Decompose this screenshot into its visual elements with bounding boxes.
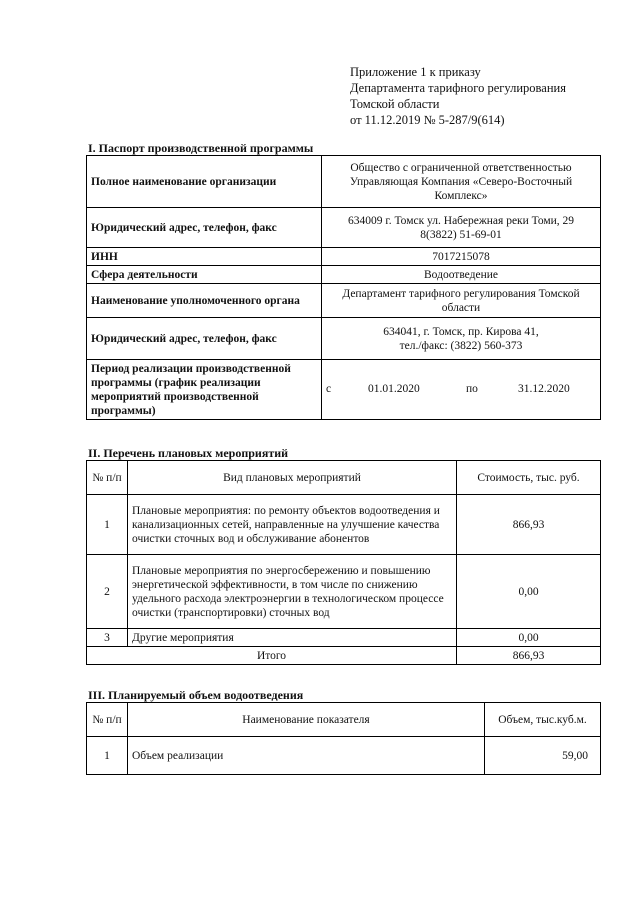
row-value: Водоотведение: [322, 266, 601, 284]
value-line: тел./факс: (3822) 560-373: [399, 339, 523, 352]
row-label: Полное наименование организации: [87, 156, 322, 208]
row-value: Общество с ограниченной ответственностью Управляющая Компания «Северо-Восточный Комплекс»: [322, 156, 601, 208]
row-label: Период реализации производственной программы (график реализации мероприятий производственной программы): [87, 360, 322, 420]
row-label: Сфера деятельности: [87, 266, 322, 284]
appendix-header: [350, 64, 630, 128]
period-cell: [322, 360, 601, 420]
table-row: [87, 360, 601, 420]
header-volume: Объем, тыс.куб.м.: [485, 703, 601, 737]
value-line: 634041, г. Томск, пр. Кирова 41,: [383, 325, 539, 338]
value-line: 8(3822) 51-69-01: [420, 228, 502, 241]
row-label: Юридический адрес, телефон, факс: [87, 318, 322, 360]
row-kind: Плановые мероприятия: по ремонту объектов водоотведения и канализационных сетей, направленные на улучшение качества очистки сточных вод и обслуживание абонентов: [128, 495, 457, 555]
row-num: 1: [87, 737, 128, 775]
row-cost: 0,00: [457, 555, 601, 629]
header-num: № п/п: [87, 703, 128, 737]
table-row: [87, 495, 601, 555]
appendix-line: от 11.12.2019 № 5-287/9(614): [350, 113, 505, 127]
volume-table: [86, 702, 601, 775]
appendix-line: Департамента тарифного регулирования: [350, 81, 566, 95]
row-num: 2: [87, 555, 128, 629]
period-from-word: с: [326, 382, 332, 395]
row-num: 3: [87, 629, 128, 647]
row-kind: Плановые мероприятия по энергосбережению и повышению энергетической эффективности, в том числе по снижению удельного расхода электроэнергии в технологическом процессе очистки (транспортировки) сточных вод: [128, 555, 457, 629]
section3-title: III. Планируемый объем водоотведения: [88, 688, 304, 702]
table-row: [87, 318, 601, 360]
row-num: 1: [87, 495, 128, 555]
table-total-row: [87, 647, 601, 665]
measures-table: [86, 460, 601, 665]
row-kind: Другие мероприятия: [128, 629, 457, 647]
table-row: [87, 555, 601, 629]
value-line: 634009 г. Томск ул. Набережная реки Томи, 29: [347, 214, 575, 227]
total-label: Итого: [87, 647, 457, 665]
row-value: 7017215078: [322, 248, 601, 266]
period-to-date: 31.12.2020: [518, 382, 570, 395]
row-cost: 0,00: [457, 629, 601, 647]
passport-table: [86, 155, 601, 420]
appendix-line: Томской области: [350, 97, 440, 111]
total-value: 866,93: [457, 647, 601, 665]
row-label: ИНН: [87, 248, 322, 266]
section2-title: II. Перечень плановых мероприятий: [88, 446, 289, 460]
row-value: [322, 208, 601, 248]
header-kind: Вид плановых мероприятий: [128, 461, 457, 495]
header-name: Наименование показателя: [128, 703, 485, 737]
row-label: Наименование уполномоченного органа: [87, 284, 322, 318]
period-to-word: по: [466, 382, 478, 395]
period-values: [322, 362, 600, 418]
header-cost: Стоимость, тыс. руб.: [457, 461, 601, 495]
appendix-line: Приложение 1 к приказу: [350, 65, 481, 79]
row-cost: 866,93: [457, 495, 601, 555]
row-value: [322, 318, 601, 360]
table-row: [87, 248, 601, 266]
period-from-date: 01.01.2020: [368, 382, 420, 395]
row-volume: 59,00: [485, 737, 601, 775]
section1-title: I. Паспорт производственной программы: [88, 141, 314, 155]
table-header-row: [87, 461, 601, 495]
table-row: [87, 284, 601, 318]
table-row: [87, 737, 601, 775]
row-label: Юридический адрес, телефон, факс: [87, 208, 322, 248]
header-num: № п/п: [87, 461, 128, 495]
row-value: Департамент тарифного регулирования Томской области: [322, 284, 601, 318]
table-row: [87, 629, 601, 647]
table-header-row: [87, 703, 601, 737]
table-row: [87, 208, 601, 248]
row-name: Объем реализации: [128, 737, 485, 775]
table-row: [87, 156, 601, 208]
table-row: [87, 266, 601, 284]
